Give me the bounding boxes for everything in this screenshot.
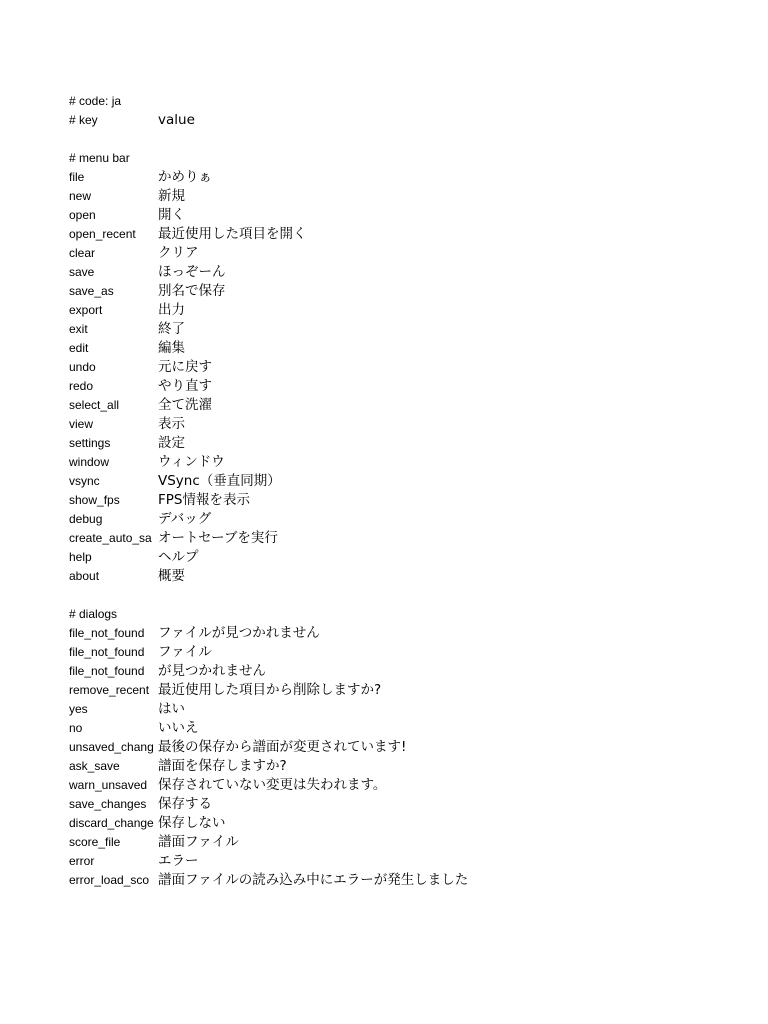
key-cell: window [69, 455, 110, 469]
key-cell: create_auto_sa [69, 531, 152, 545]
key-cell: error [69, 854, 95, 868]
blank-row [69, 130, 749, 149]
table-row [69, 510, 749, 529]
value-cell: value [158, 112, 195, 128]
value-cell: ファイル [158, 644, 212, 660]
table-row [69, 377, 749, 396]
value-cell: ほっぞーん [158, 264, 226, 280]
table-row [69, 567, 749, 586]
table-row [69, 662, 749, 681]
value-cell: 元に戻す [158, 359, 212, 375]
comment-text: # key [69, 113, 98, 127]
value-cell: ファイルが見つかれません [158, 625, 320, 641]
comment-row [69, 605, 749, 624]
value-cell: 保存されていない変更は失われます。 [158, 777, 387, 793]
value-cell: クリア [158, 245, 199, 261]
value-cell: 譜面ファイル [158, 834, 239, 850]
value-cell: かめりぁ [158, 169, 212, 185]
table-row [69, 833, 749, 852]
table-row [69, 206, 749, 225]
key-cell: clear [69, 246, 96, 260]
value-cell: 譜面を保存しますか? [158, 758, 287, 774]
key-cell: settings [69, 436, 111, 450]
value-cell: 別名で保存 [158, 283, 226, 299]
comment-row [69, 149, 749, 168]
value-cell: 全て洗濯 [158, 397, 212, 413]
table-row [69, 225, 749, 244]
table-row [69, 187, 749, 206]
key-cell: open_recent [69, 227, 136, 241]
value-cell: 最近使用した項目を開く [158, 226, 307, 242]
key-cell: vsync [69, 474, 100, 488]
table-row [69, 472, 749, 491]
table-row [69, 548, 749, 567]
value-cell: ウィンドウ [158, 454, 225, 470]
table-row [69, 168, 749, 187]
localization-sheet [69, 92, 749, 890]
table-row [69, 643, 749, 662]
blank-row [69, 586, 749, 605]
value-cell: ヘルプ [158, 549, 199, 565]
comment-text: # dialogs [69, 607, 118, 621]
table-row [69, 795, 749, 814]
value-cell: FPS情報を表示 [158, 492, 250, 508]
key-cell: export [69, 303, 103, 317]
value-cell: 概要 [158, 568, 185, 584]
value-cell: エラー [158, 853, 199, 869]
key-cell: no [69, 721, 83, 735]
key-cell: save_changes [69, 797, 147, 811]
table-row [69, 624, 749, 643]
value-cell: 設定 [158, 435, 185, 451]
table-row [69, 681, 749, 700]
table-row [69, 491, 749, 510]
value-cell: 表示 [158, 416, 185, 432]
table-row [69, 320, 749, 339]
table-row [69, 396, 749, 415]
key-cell: save [69, 265, 95, 279]
table-row [69, 757, 749, 776]
value-cell: 編集 [158, 340, 185, 356]
comment-row [69, 92, 749, 111]
key-cell: unsaved_chang [69, 740, 154, 754]
key-cell: file_not_found [69, 645, 145, 659]
key-cell: remove_recent [69, 683, 150, 697]
key-cell: save_as [69, 284, 114, 298]
value-cell: 譜面ファイルの読み込み中にエラーが発生しました [158, 872, 469, 888]
value-cell: やり直す [158, 378, 212, 394]
table-row [69, 700, 749, 719]
table-row [69, 776, 749, 795]
key-cell: file_not_found [69, 664, 145, 678]
key-cell: file [69, 170, 85, 184]
table-row [69, 871, 749, 890]
key-cell: help [69, 550, 92, 564]
value-cell: 出力 [158, 302, 185, 318]
key-cell: undo [69, 360, 96, 374]
comment-text: # menu bar [69, 151, 130, 165]
table-row [69, 244, 749, 263]
key-cell: file_not_found [69, 626, 145, 640]
key-cell: new [69, 189, 92, 203]
key-cell: view [69, 417, 94, 431]
key-cell: discard_change [69, 816, 154, 830]
key-cell: ask_save [69, 759, 120, 773]
value-cell: が見つかれません [158, 663, 266, 679]
table-row [69, 852, 749, 871]
key-cell: score_file [69, 835, 121, 849]
key-cell: debug [69, 512, 103, 526]
table-row [69, 529, 749, 548]
table-row [69, 301, 749, 320]
value-cell: 保存する [158, 796, 212, 812]
key-cell: error_load_sco [69, 873, 150, 887]
table-row [69, 719, 749, 738]
value-cell: デバッグ [158, 511, 212, 527]
value-cell: オートセーブを実行 [158, 530, 278, 546]
key-cell: yes [69, 702, 88, 716]
comment-text: # code: ja [69, 94, 122, 108]
table-row [69, 339, 749, 358]
key-cell: edit [69, 341, 89, 355]
key-cell: warn_unsaved [69, 778, 148, 792]
value-cell: 新規 [158, 188, 185, 204]
comment-row [69, 111, 749, 130]
value-cell: はい [158, 701, 185, 717]
key-cell: about [69, 569, 100, 583]
table-row [69, 453, 749, 472]
table-row [69, 358, 749, 377]
value-cell: 終了 [158, 321, 185, 337]
table-row [69, 282, 749, 301]
value-cell: 開く [158, 207, 185, 223]
table-row [69, 434, 749, 453]
key-cell: redo [69, 379, 94, 393]
key-cell: select_all [69, 398, 120, 412]
value-cell: いいえ [158, 720, 199, 736]
value-cell: VSync（垂直同期） [158, 473, 281, 489]
key-cell: exit [69, 322, 88, 336]
value-cell: 最後の保存から譜面が変更されています! [158, 739, 407, 755]
value-cell: 最近使用した項目から削除しますか? [158, 682, 382, 698]
table-row [69, 415, 749, 434]
table-row [69, 738, 749, 757]
key-cell: show_fps [69, 493, 120, 507]
value-cell: 保存しない [158, 815, 226, 831]
table-row [69, 814, 749, 833]
table-row [69, 263, 749, 282]
key-cell: open [69, 208, 96, 222]
